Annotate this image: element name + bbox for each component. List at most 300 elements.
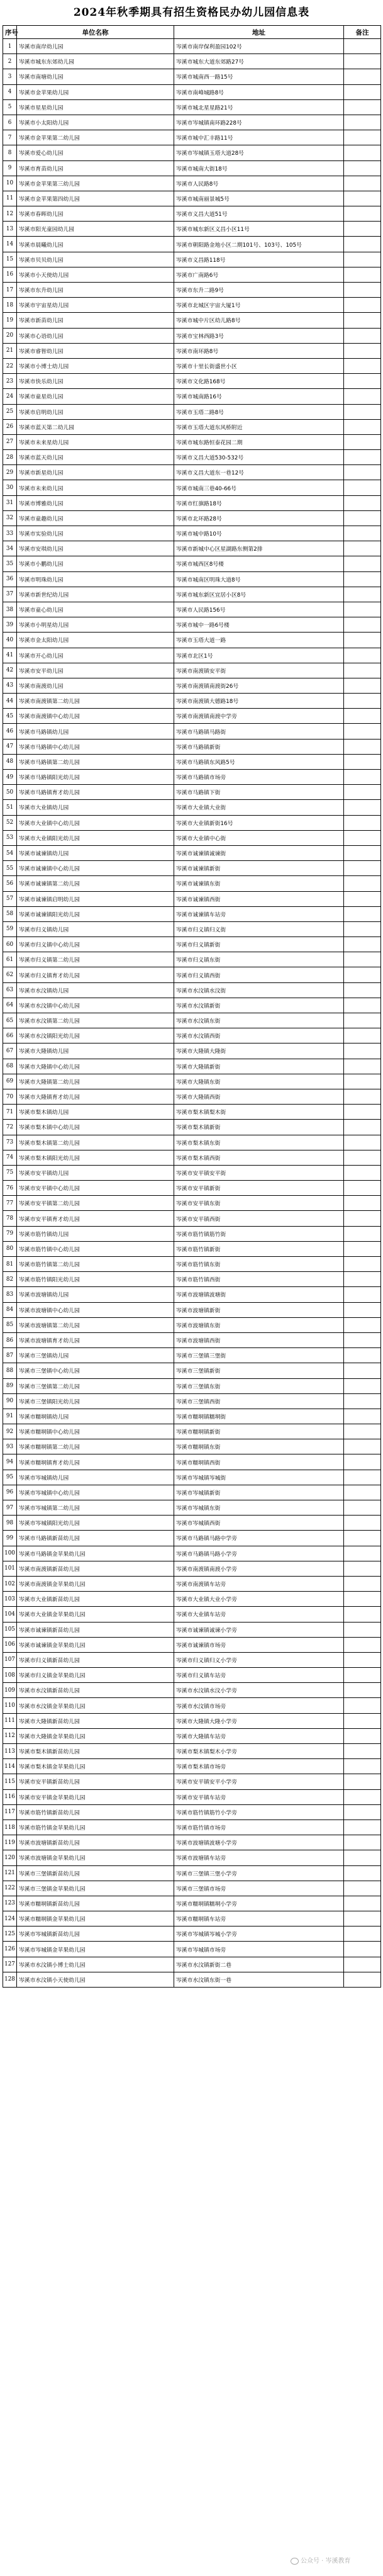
table-row (3, 1622, 381, 1637)
row-name: 岑溪市马路镇阳光幼儿园 (17, 770, 174, 785)
row-note (344, 313, 381, 328)
table-row (3, 952, 381, 967)
row-name: 岑溪市糯垌镇中心幼儿园 (17, 1424, 174, 1439)
row-address: 岑溪市筋竹镇筋竹小学旁 (174, 1804, 344, 1820)
row-address: 岑溪市归义镇归义小学旁 (174, 1652, 344, 1667)
row-name: 岑溪市心语幼儿园 (17, 328, 174, 343)
row-note (344, 830, 381, 845)
row-note (344, 404, 381, 419)
table-row (3, 1348, 381, 1363)
row-name: 岑溪市水汶镇新苗幼儿园 (17, 1683, 174, 1698)
row-seq: 54 (3, 845, 17, 860)
row-address: 岑溪市岑城镇岑城街 (174, 1470, 344, 1485)
row-seq: 97 (3, 1500, 17, 1516)
table-row (3, 694, 381, 709)
row-name: 岑溪市大隆镇育才幼儿园 (17, 1089, 174, 1104)
row-address: 岑溪市筋竹镇市场旁 (174, 1820, 344, 1835)
row-note (344, 998, 381, 1013)
row-name: 岑溪市诚谏镇启明幼儿园 (17, 891, 174, 906)
row-seq: 46 (3, 724, 17, 739)
row-address: 岑溪市马路镇下街 (174, 785, 344, 800)
row-name: 岑溪市梨木镇第二幼儿园 (17, 1135, 174, 1150)
table-row (3, 69, 381, 84)
row-address: 岑溪市人民路8号 (174, 176, 344, 191)
row-name: 岑溪市安平镇第二幼儿园 (17, 1196, 174, 1211)
row-seq: 3 (3, 69, 17, 84)
row-note (344, 1957, 381, 1972)
row-address: 岑溪市马路镇马路街 (174, 724, 344, 739)
row-note (344, 1531, 381, 1546)
row-address: 岑溪市三堡镇三堡街 (174, 1348, 344, 1363)
row-note (344, 1835, 381, 1850)
row-address: 岑溪市安平镇新街 (174, 1181, 344, 1196)
row-note (344, 374, 381, 389)
row-name: 岑溪市开心幼儿园 (17, 648, 174, 663)
row-name: 岑溪市南渡镇新苗幼儿园 (17, 1561, 174, 1576)
row-seq: 118 (3, 1820, 17, 1835)
row-name: 岑溪市宇宙星幼儿园 (17, 298, 174, 313)
row-name: 岑溪市南渡幼儿园 (17, 678, 174, 693)
row-seq: 34 (3, 541, 17, 556)
row-seq: 26 (3, 419, 17, 434)
table-row (3, 1957, 381, 1972)
row-note (344, 1317, 381, 1332)
row-address: 岑溪市玉塔二路8号 (174, 404, 344, 419)
row-address: 岑溪市梨木镇梨木街 (174, 1105, 344, 1120)
row-note (344, 1028, 381, 1043)
row-address: 岑溪市南岸保利盈园102号 (174, 39, 344, 54)
row-note (344, 967, 381, 982)
table-row (3, 982, 381, 998)
row-name: 岑溪市大业镇幼儿园 (17, 800, 174, 815)
row-seq: 61 (3, 952, 17, 967)
row-note (344, 1820, 381, 1835)
row-name: 岑溪市育苗幼儿园 (17, 160, 174, 176)
table-row (3, 1561, 381, 1576)
table-row (3, 130, 381, 145)
row-note (344, 252, 381, 267)
row-address: 岑溪市水汶镇西街 (174, 1028, 344, 1043)
table-row (3, 1896, 381, 1911)
row-name: 岑溪市岑城镇幼儿园 (17, 1470, 174, 1485)
row-name: 岑溪市梨木镇金苹果幼儿园 (17, 1759, 174, 1774)
row-address: 岑溪市人民路156号 (174, 602, 344, 617)
row-note (344, 982, 381, 998)
row-note (344, 495, 381, 510)
row-note (344, 1804, 381, 1820)
row-address: 岑溪市诚谏镇新街 (174, 861, 344, 876)
table-row (3, 1546, 381, 1561)
kindergarten-table (3, 25, 381, 1988)
row-note (344, 1759, 381, 1774)
table-row (3, 419, 381, 434)
row-address: 岑溪市新城中心区星湖路东侧第2排 (174, 541, 344, 556)
table-row (3, 374, 381, 389)
table-row (3, 465, 381, 480)
row-name: 岑溪市睿智幼儿园 (17, 343, 174, 358)
row-seq: 93 (3, 1439, 17, 1454)
row-address: 岑溪市大业镇新街16号 (174, 815, 344, 830)
row-name: 岑溪市安平镇幼儿园 (17, 1165, 174, 1180)
table-row (3, 1287, 381, 1302)
row-note (344, 1150, 381, 1165)
table-row (3, 1850, 381, 1865)
row-address: 岑溪市归义镇归义街 (174, 921, 344, 936)
row-name: 岑溪市糯垌镇第二幼儿园 (17, 1439, 174, 1454)
row-note (344, 724, 381, 739)
row-note (344, 1744, 381, 1759)
row-address: 岑溪市波塘镇波塘小学旁 (174, 1835, 344, 1850)
table-row (3, 1302, 381, 1317)
row-seq: 75 (3, 1165, 17, 1180)
row-seq: 24 (3, 389, 17, 404)
table-row (3, 1226, 381, 1241)
table-row (3, 1652, 381, 1667)
table-row (3, 252, 381, 267)
row-address: 岑溪市诚谏镇诚谏街 (174, 845, 344, 860)
row-seq: 30 (3, 480, 17, 495)
row-address: 岑溪市三堡镇市场旁 (174, 1881, 344, 1896)
row-note (344, 587, 381, 602)
row-name: 岑溪市安平幼儿园 (17, 663, 174, 678)
row-seq: 12 (3, 206, 17, 222)
row-address: 岑溪市义昌大道530-532号 (174, 450, 344, 465)
row-address: 岑溪市水汶镇东街 (174, 1013, 344, 1028)
table-row (3, 1668, 381, 1683)
row-name: 岑溪市小鹏幼儿园 (17, 556, 174, 571)
row-address: 岑溪市城东路恒泰花园二期 (174, 434, 344, 449)
row-seq: 83 (3, 1287, 17, 1302)
table-row (3, 541, 381, 556)
row-seq: 2 (3, 54, 17, 69)
row-name: 岑溪市糯垌镇幼儿园 (17, 1409, 174, 1424)
table-row (3, 1835, 381, 1850)
row-seq: 72 (3, 1120, 17, 1135)
row-address: 岑溪市水汶镇市场旁 (174, 1698, 344, 1713)
row-address: 岑溪市东升二路9号 (174, 283, 344, 298)
table-row (3, 1211, 381, 1226)
row-note (344, 952, 381, 967)
row-address: 岑溪市安平镇安平街 (174, 1165, 344, 1180)
row-note (344, 1485, 381, 1500)
table-row (3, 480, 381, 495)
row-seq: 123 (3, 1896, 17, 1911)
row-seq: 122 (3, 1881, 17, 1896)
row-address: 岑溪市城南区明珠大道8号 (174, 571, 344, 587)
row-note (344, 1378, 381, 1393)
row-seq: 117 (3, 1804, 17, 1820)
row-note (344, 845, 381, 860)
table-row (3, 709, 381, 724)
table-row (3, 770, 381, 785)
row-name: 岑溪市水汶镇金苹果幼儿园 (17, 1698, 174, 1713)
row-note (344, 328, 381, 343)
row-name: 岑溪市归义镇中心幼儿园 (17, 937, 174, 952)
row-address: 岑溪市大业镇大业街 (174, 800, 344, 815)
table-row (3, 1759, 381, 1774)
row-name: 岑溪市童星幼儿园 (17, 389, 174, 404)
row-address: 岑溪市糯垌镇东街 (174, 1439, 344, 1454)
row-name: 岑溪市未来星幼儿园 (17, 434, 174, 449)
row-name: 岑溪市新星幼儿园 (17, 465, 174, 480)
row-note (344, 1516, 381, 1531)
table-row (3, 739, 381, 754)
row-address: 岑溪市波塘镇东街 (174, 1317, 344, 1332)
table-row (3, 785, 381, 800)
table-row (3, 1272, 381, 1287)
row-name: 岑溪市小博士幼儿园 (17, 358, 174, 373)
row-seq: 6 (3, 115, 17, 130)
table-row (3, 633, 381, 648)
row-name: 岑溪市大隆镇金苹果幼儿园 (17, 1728, 174, 1743)
row-note (344, 99, 381, 115)
row-name: 岑溪市归义镇幼儿园 (17, 921, 174, 936)
row-name: 岑溪市糯垌镇育才幼儿园 (17, 1454, 174, 1470)
table-row (3, 1881, 381, 1896)
row-address: 岑溪市筋竹镇筋竹街 (174, 1226, 344, 1241)
row-address: 岑溪市城北星星路21号 (174, 99, 344, 115)
row-note (344, 891, 381, 906)
row-seq: 106 (3, 1637, 17, 1652)
row-seq: 37 (3, 587, 17, 602)
row-address: 岑溪市马路镇东风路5号 (174, 754, 344, 769)
table-row (3, 1120, 381, 1135)
row-name: 岑溪市晨曦幼儿园 (17, 237, 174, 252)
row-address: 岑溪市大业镇车站旁 (174, 1607, 344, 1622)
row-seq: 18 (3, 298, 17, 313)
row-note (344, 648, 381, 663)
row-note (344, 1592, 381, 1607)
row-note (344, 1363, 381, 1378)
row-seq: 113 (3, 1744, 17, 1759)
row-note (344, 815, 381, 830)
row-note (344, 1622, 381, 1637)
table-row (3, 1165, 381, 1180)
row-address: 岑溪市归义镇西街 (174, 967, 344, 982)
row-name: 岑溪市岑城镇新苗幼儿园 (17, 1926, 174, 1942)
row-address: 岑溪市梨木镇西街 (174, 1150, 344, 1165)
table-row (3, 1424, 381, 1439)
row-seq: 116 (3, 1789, 17, 1804)
row-name: 岑溪市马路镇幼儿园 (17, 724, 174, 739)
table-row (3, 389, 381, 404)
row-address: 岑溪市十里长街盛世小区 (174, 358, 344, 373)
row-note (344, 1074, 381, 1089)
row-name: 岑溪市金苹果幼儿园 (17, 84, 174, 99)
row-seq: 102 (3, 1576, 17, 1591)
table-row (3, 937, 381, 952)
row-note (344, 160, 381, 176)
row-address: 岑溪市城中路10号 (174, 526, 344, 541)
row-address: 岑溪市城南三巷40-66号 (174, 480, 344, 495)
row-name: 岑溪市新苗幼儿园 (17, 313, 174, 328)
table-row (3, 1820, 381, 1835)
table-row (3, 1257, 381, 1272)
row-note (344, 1561, 381, 1576)
row-address: 岑溪市大隆镇车站旁 (174, 1728, 344, 1743)
table-row (3, 1105, 381, 1120)
table-row (3, 1241, 381, 1256)
row-seq: 127 (3, 1957, 17, 1972)
row-seq: 80 (3, 1241, 17, 1256)
row-seq: 78 (3, 1211, 17, 1226)
row-name: 岑溪市梨木镇幼儿园 (17, 1105, 174, 1120)
row-seq: 125 (3, 1926, 17, 1942)
row-seq: 115 (3, 1774, 17, 1789)
row-address: 岑溪市宝林西路3号 (174, 328, 344, 343)
row-name: 岑溪市贝贝幼儿园 (17, 252, 174, 267)
row-name: 岑溪市金苹果第三幼儿园 (17, 176, 174, 191)
row-name: 岑溪市安平镇新苗幼儿园 (17, 1774, 174, 1789)
row-note (344, 267, 381, 282)
row-address: 岑溪市岑城镇南环路228号 (174, 115, 344, 130)
row-name: 岑溪市启明幼儿园 (17, 404, 174, 419)
row-note (344, 1911, 381, 1926)
row-note (344, 176, 381, 191)
row-seq: 16 (3, 267, 17, 282)
row-address: 岑溪市岑城镇西街 (174, 1516, 344, 1531)
table-row (3, 495, 381, 510)
row-seq: 110 (3, 1698, 17, 1713)
row-address: 岑溪市马路镇市场旁 (174, 770, 344, 785)
row-name: 岑溪市大隆镇幼儿园 (17, 1043, 174, 1059)
row-name: 岑溪市波塘镇第二幼儿园 (17, 1317, 174, 1332)
row-note (344, 222, 381, 237)
row-address: 岑溪市南峰城路8号 (174, 84, 344, 99)
row-name: 岑溪市未来幼儿园 (17, 480, 174, 495)
table-row (3, 99, 381, 115)
row-name: 岑溪市梨木镇新苗幼儿园 (17, 1744, 174, 1759)
row-address: 岑溪市红旗路18号 (174, 495, 344, 510)
table-row (3, 1500, 381, 1516)
table-row (3, 648, 381, 663)
row-seq: 103 (3, 1592, 17, 1607)
row-seq: 88 (3, 1363, 17, 1378)
row-address: 岑溪市南渡镇安平街 (174, 663, 344, 678)
row-note (344, 1272, 381, 1287)
row-address: 岑溪市波塘镇新街 (174, 1302, 344, 1317)
row-seq: 98 (3, 1516, 17, 1531)
row-seq: 128 (3, 1972, 17, 1987)
row-seq: 55 (3, 861, 17, 876)
row-note (344, 1683, 381, 1698)
row-seq: 82 (3, 1272, 17, 1287)
table-row (3, 206, 381, 222)
row-name: 岑溪市岑城镇阳光幼儿园 (17, 1516, 174, 1531)
table-row (3, 1911, 381, 1926)
table-row (3, 1059, 381, 1074)
row-note (344, 1652, 381, 1667)
table-row (3, 1789, 381, 1804)
table-row (3, 754, 381, 769)
row-address: 岑溪市筋竹镇东街 (174, 1257, 344, 1272)
row-note (344, 1728, 381, 1743)
table-row (3, 222, 381, 237)
row-seq: 32 (3, 510, 17, 526)
row-name: 岑溪市水汶镇小博士幼儿园 (17, 1957, 174, 1972)
row-seq: 95 (3, 1470, 17, 1485)
table-row (3, 1713, 381, 1728)
row-seq: 108 (3, 1668, 17, 1683)
row-address: 岑溪市大隆镇东街 (174, 1074, 344, 1089)
row-note (344, 206, 381, 222)
row-address: 岑溪市梨木镇新街 (174, 1120, 344, 1135)
row-note (344, 1135, 381, 1150)
row-note (344, 1454, 381, 1470)
row-seq: 10 (3, 176, 17, 191)
row-address: 岑溪市水汶镇东街一巷 (174, 1972, 344, 1987)
row-note (344, 633, 381, 648)
row-seq: 114 (3, 1759, 17, 1774)
row-note (344, 861, 381, 876)
table-row (3, 1774, 381, 1789)
wechat-icon (291, 2558, 299, 2565)
table-row (3, 1516, 381, 1531)
header-name: 单位名称 (17, 26, 174, 39)
row-address: 岑溪市马路镇马路中学旁 (174, 1531, 344, 1546)
row-address: 岑溪市安平镇安平小学旁 (174, 1774, 344, 1789)
row-name: 岑溪市安平镇金苹果幼儿园 (17, 1789, 174, 1804)
row-name: 岑溪市南塘幼儿园 (17, 69, 174, 84)
row-name: 岑溪市大隆镇第二幼儿园 (17, 1074, 174, 1089)
row-note (344, 1165, 381, 1180)
table-row (3, 906, 381, 921)
row-seq: 111 (3, 1713, 17, 1728)
row-note (344, 1287, 381, 1302)
row-name: 岑溪市岑城镇第二幼儿园 (17, 1500, 174, 1516)
row-name: 岑溪市博雅幼儿园 (17, 495, 174, 510)
row-note (344, 1043, 381, 1059)
row-note (344, 1698, 381, 1713)
row-address: 岑溪市朝阳路金地小区二期101号、103号、105号 (174, 237, 344, 252)
row-seq: 70 (3, 1089, 17, 1104)
table-row (3, 571, 381, 587)
row-note (344, 602, 381, 617)
row-seq: 35 (3, 556, 17, 571)
row-note (344, 906, 381, 921)
row-seq: 36 (3, 571, 17, 587)
row-name: 岑溪市筋竹镇新苗幼儿园 (17, 1804, 174, 1820)
row-address: 岑溪市城中汇丰路11号 (174, 130, 344, 145)
row-seq: 69 (3, 1074, 17, 1089)
row-note (344, 1226, 381, 1241)
row-seq: 57 (3, 891, 17, 906)
row-name: 岑溪市快乐幼儿园 (17, 374, 174, 389)
row-name: 岑溪市波塘镇中心幼儿园 (17, 1302, 174, 1317)
row-note (344, 1789, 381, 1804)
row-seq: 58 (3, 906, 17, 921)
row-address: 岑溪市归义镇车站旁 (174, 1668, 344, 1683)
header-seq: 序号 (3, 26, 17, 39)
row-name: 岑溪市筋竹镇金苹果幼儿园 (17, 1820, 174, 1835)
row-address: 岑溪市筋竹镇新街 (174, 1241, 344, 1256)
row-seq: 90 (3, 1393, 17, 1409)
row-address: 岑溪市三堡镇东街 (174, 1378, 344, 1393)
row-note (344, 1332, 381, 1347)
row-name: 岑溪市水汶镇幼儿园 (17, 982, 174, 998)
row-address: 岑溪市义昌路118号 (174, 252, 344, 267)
row-address: 岑溪市岑城镇新街 (174, 1485, 344, 1500)
row-address: 岑溪市诚谏镇东街 (174, 876, 344, 891)
table-row (3, 1607, 381, 1622)
row-address: 岑溪市诚谏镇市场旁 (174, 1637, 344, 1652)
table-row (3, 160, 381, 176)
table-row (3, 998, 381, 1013)
row-address: 岑溪市岑城镇岑城小学旁 (174, 1926, 344, 1942)
row-note (344, 739, 381, 754)
row-note (344, 800, 381, 815)
row-note (344, 1607, 381, 1622)
